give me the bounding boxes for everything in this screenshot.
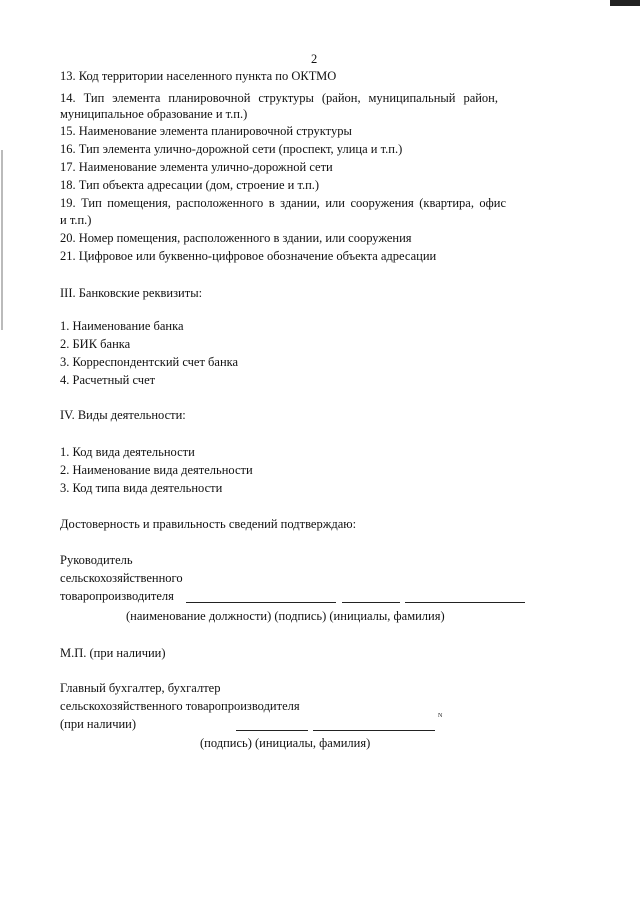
accountant-signature-line [236, 730, 308, 731]
accountant-title-line: (при наличии) [60, 717, 137, 731]
address-item-13: 13. Код территории населенного пункта по ОКТМО [60, 69, 337, 83]
director-title-line: сельскохозяйственного [60, 571, 183, 585]
activities-heading: IV. Виды деятельности: [60, 408, 186, 422]
accountant-name-line [313, 730, 435, 731]
seal-note: М.П. (при наличии) [60, 646, 166, 660]
address-item-20: 20. Номер помещения, расположенного в здании, или сооружения [60, 231, 412, 245]
accountant-signature-caption: (подпись) (инициалы, фамилия) [200, 736, 371, 750]
address-item-19-cont: и т.п.) [60, 213, 92, 227]
accountant-title-line: сельскохозяйственного товаропроизводителя [60, 699, 300, 713]
signature-field-line [342, 602, 400, 603]
director-signature-caption: (наименование должности) (подпись) (инициалы, фамилия) [126, 609, 445, 623]
scan-corner-mark [610, 0, 640, 6]
address-item-14-cont: муниципальное образование и т.п.) [60, 107, 248, 121]
activity-item: 3. Код типа вида деятельности [60, 481, 223, 495]
director-title-line: товаропроизводителя [60, 589, 174, 603]
activity-item: 2. Наименование вида деятельности [60, 463, 253, 477]
accountant-title-line: Главный бухгалтер, бухгалтер [60, 681, 221, 695]
director-title-line: Руководитель [60, 553, 133, 567]
name-field-line [405, 602, 525, 603]
confirmation-statement: Достоверность и правильность сведений подтверждаю: [60, 517, 357, 531]
bank-item: 3. Корреспондентский счет банка [60, 355, 239, 369]
position-field-line [186, 602, 336, 603]
margin-mark: N [438, 713, 443, 719]
address-item-14: 14. Тип элемента планировочной структуры (район, муниципальный район, [60, 91, 498, 105]
activity-item: 1. Код вида деятельности [60, 445, 195, 459]
bank-heading: III. Банковские реквизиты: [60, 286, 203, 300]
address-item-19: 19. Тип помещения, расположенного в здании, или сооружения (квартира, офис [60, 196, 506, 210]
bank-item: 1. Наименование банка [60, 319, 184, 333]
address-item-18: 18. Тип объекта адресации (дом, строение и т.п.) [60, 178, 320, 192]
bank-item: 2. БИК банка [60, 337, 131, 351]
page-number: 2 [311, 52, 318, 66]
address-item-17: 17. Наименование элемента улично-дорожной сети [60, 160, 333, 174]
address-item-21: 21. Цифровое или буквенно-цифровое обозначение объекта адресации [60, 249, 437, 263]
bank-item: 4. Расчетный счет [60, 373, 156, 387]
address-item-16: 16. Тип элемента улично-дорожной сети (проспект, улица и т.п.) [60, 142, 403, 156]
address-item-15: 15. Наименование элемента планировочной структуры [60, 124, 352, 138]
scan-edge-mark [1, 150, 3, 330]
